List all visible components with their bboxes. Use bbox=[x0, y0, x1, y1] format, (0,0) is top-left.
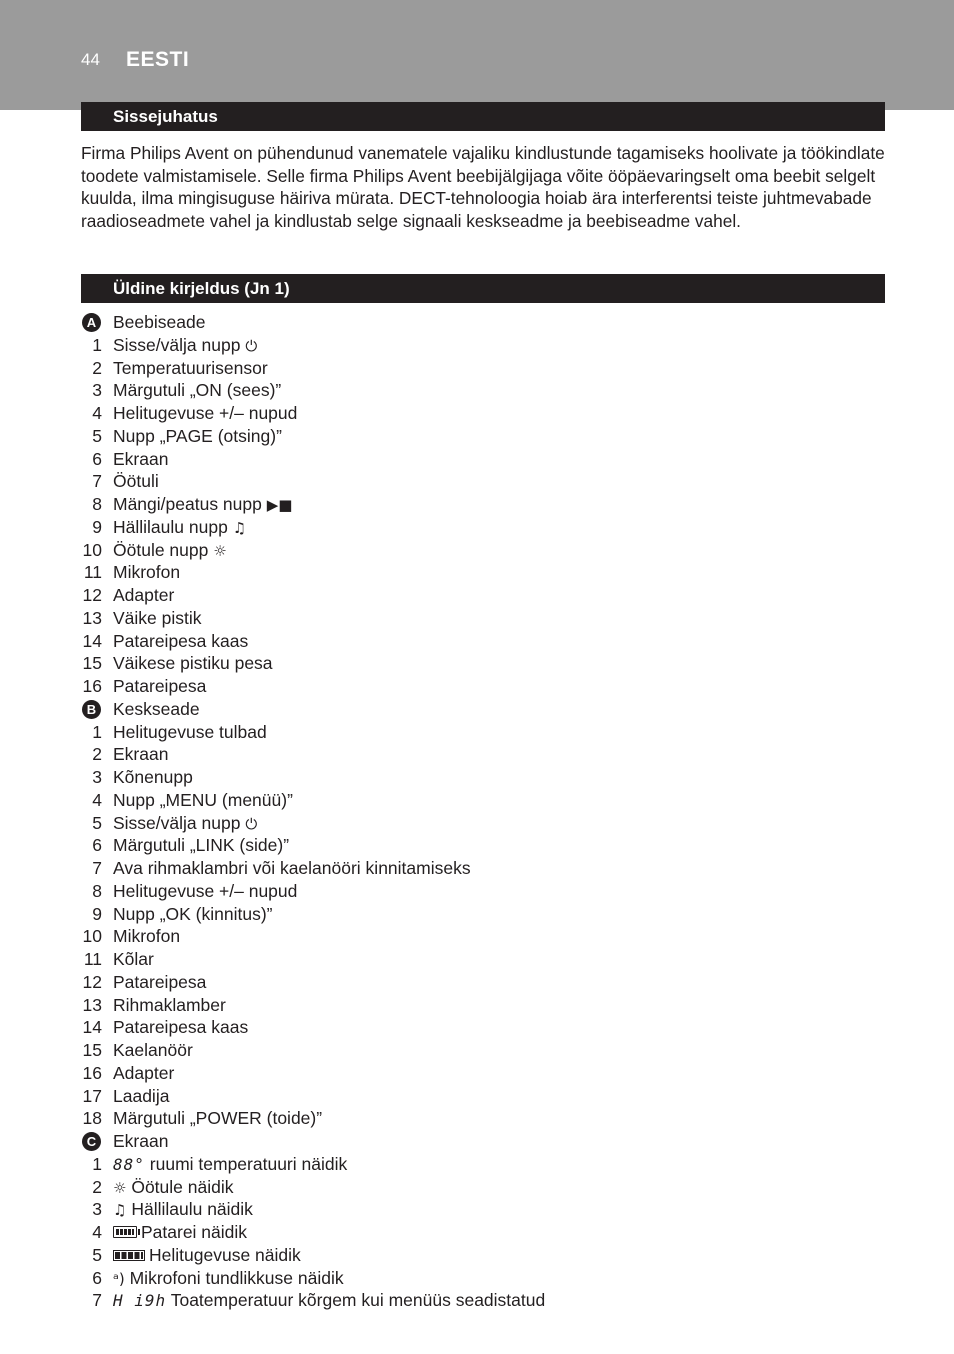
list-item bbox=[81, 493, 887, 516]
group-heading bbox=[81, 698, 887, 721]
group-label: Keskseade bbox=[113, 698, 200, 719]
list-item bbox=[81, 1176, 887, 1199]
group-letter-badge: B bbox=[82, 700, 101, 719]
item-label: Kõnenupp bbox=[113, 767, 193, 787]
lcd-high-icon: H i9h bbox=[113, 1291, 167, 1311]
item-number: 9 bbox=[92, 516, 102, 537]
item-number: 4 bbox=[92, 1222, 102, 1242]
item-number: 9 bbox=[92, 903, 102, 924]
intro-paragraph: Firma Philips Avent on pühendunud vanematele vajaliku kindlustunde tagamiseks hoolivate ja töökindlate toodete valmistamisele. Selle firma Philips Avent beebijälgijaga võite ööpäevaringselt oma beebit selgelt kuulda, ilma mingisuguse häiriva mürata. DECT-tehnoloogia hoiab ära interferentsi teiste juhtmevabade raadioseadmete vahel ja kindlustab selge signaali keskseadme ja beebiseadme vahel. bbox=[81, 143, 885, 231]
list-item bbox=[81, 948, 887, 971]
item-number: 3 bbox=[92, 1199, 102, 1220]
list-item bbox=[81, 857, 887, 880]
item-label: Öötule nupp bbox=[113, 539, 209, 560]
item-number: 6 bbox=[92, 448, 102, 469]
volume-bars-icon bbox=[113, 1250, 145, 1261]
list-item bbox=[81, 903, 887, 926]
list-item bbox=[81, 1267, 887, 1290]
list-item bbox=[81, 402, 887, 425]
item-number: 3 bbox=[92, 380, 102, 401]
item-text bbox=[113, 1176, 233, 1200]
item-text bbox=[113, 903, 273, 926]
list-item bbox=[81, 470, 887, 493]
item-number: 13 bbox=[82, 607, 102, 628]
item-text bbox=[113, 834, 289, 857]
item-text bbox=[113, 1289, 545, 1313]
page-number: 44 bbox=[81, 50, 100, 69]
item-text bbox=[113, 994, 226, 1017]
item-label: Ava rihmaklambri või kaelanööri kinnitamiseks bbox=[113, 858, 471, 878]
item-number: 8 bbox=[92, 494, 102, 514]
list-item bbox=[81, 1221, 887, 1244]
lullaby-icon: ♫ bbox=[113, 1201, 127, 1220]
list-item bbox=[81, 1153, 887, 1176]
item-text bbox=[113, 948, 154, 971]
item-text bbox=[113, 516, 246, 540]
item-text bbox=[113, 857, 471, 880]
item-text bbox=[113, 1062, 174, 1085]
item-label: Kaelanöör bbox=[113, 1040, 193, 1060]
battery-cells bbox=[116, 1229, 134, 1235]
nightlight-icon: ☼ bbox=[213, 541, 227, 560]
item-number: 2 bbox=[92, 744, 102, 765]
list-item bbox=[81, 1289, 887, 1312]
item-number: 1 bbox=[92, 334, 102, 355]
power-icon: ⏻ bbox=[245, 814, 258, 833]
list-item bbox=[81, 630, 887, 653]
item-label: Temperatuurisensor bbox=[113, 357, 268, 378]
play-stop-icon: ▶■ bbox=[266, 496, 293, 514]
list-item bbox=[81, 971, 887, 994]
item-text bbox=[113, 493, 292, 517]
item-number: 7 bbox=[92, 1290, 102, 1311]
item-label: Laadija bbox=[113, 1085, 170, 1106]
item-label: Ekraan bbox=[113, 448, 169, 469]
item-text bbox=[113, 357, 268, 380]
microphone-sensitivity-icon: ᵃ) bbox=[113, 1269, 125, 1288]
item-text bbox=[113, 971, 206, 994]
list-item bbox=[81, 766, 887, 789]
item-label: Mängi/peatus nupp bbox=[113, 494, 262, 514]
item-label: Adapter bbox=[113, 585, 175, 605]
item-text bbox=[113, 1153, 347, 1177]
list-item bbox=[81, 812, 887, 835]
item-label: Kõlar bbox=[113, 949, 154, 969]
item-text bbox=[113, 1244, 301, 1267]
item-number: 1 bbox=[92, 1153, 102, 1174]
item-text bbox=[113, 470, 159, 493]
item-label: Rihmaklamber bbox=[113, 994, 226, 1015]
section-title-overview: Üldine kirjeldus (Jn 1) bbox=[113, 279, 290, 298]
item-number: 10 bbox=[82, 926, 102, 947]
list-item bbox=[81, 1107, 887, 1130]
item-number: 12 bbox=[82, 585, 102, 605]
section-title-intro: Sissejuhatus bbox=[113, 107, 218, 126]
item-number: 7 bbox=[92, 858, 102, 878]
item-number: 11 bbox=[83, 562, 102, 583]
battery-icon bbox=[113, 1226, 137, 1238]
item-number: 2 bbox=[92, 357, 102, 378]
list-item bbox=[81, 379, 887, 402]
item-label: Adapter bbox=[113, 1062, 175, 1083]
item-text bbox=[113, 448, 168, 471]
item-label: Nupp „OK (kinnitus)” bbox=[113, 903, 273, 924]
group-label: Beebiseade bbox=[113, 312, 206, 332]
item-number: 17 bbox=[82, 1085, 102, 1106]
item-label: Väikese pistiku pesa bbox=[113, 653, 273, 674]
section-bar-intro bbox=[81, 102, 885, 131]
list-item bbox=[81, 1198, 887, 1221]
group-label: Ekraan bbox=[113, 1131, 169, 1151]
item-label: Mikrofon bbox=[113, 926, 181, 947]
item-text bbox=[113, 402, 297, 425]
item-label: Patareipesa bbox=[113, 676, 207, 696]
item-number: 2 bbox=[92, 1176, 102, 1197]
item-text bbox=[113, 1107, 322, 1130]
item-number: 14 bbox=[82, 630, 102, 651]
item-label: Märgutuli „ON (sees)” bbox=[113, 380, 282, 401]
language-title: EESTI bbox=[126, 48, 190, 71]
item-label: Mikrofon bbox=[113, 562, 181, 583]
item-label: Hällilaulu nupp bbox=[113, 516, 228, 537]
item-label: Nupp „PAGE (otsing)” bbox=[113, 425, 282, 446]
item-label: Patarei näidik bbox=[141, 1222, 248, 1242]
list-item bbox=[81, 539, 887, 562]
list-item bbox=[81, 607, 887, 630]
item-number: 5 bbox=[92, 1244, 102, 1265]
list-item bbox=[81, 994, 887, 1017]
item-label: Patareipesa bbox=[113, 971, 207, 992]
item-number: 14 bbox=[82, 1017, 102, 1038]
item-number: 3 bbox=[92, 767, 102, 787]
item-number: 1 bbox=[92, 721, 102, 742]
list-item bbox=[81, 721, 887, 744]
item-text bbox=[113, 561, 180, 584]
item-text bbox=[113, 880, 297, 903]
item-text bbox=[113, 675, 206, 698]
item-label: Mikrofoni tundlikkuse näidik bbox=[129, 1267, 344, 1288]
list-item bbox=[81, 675, 887, 698]
item-text bbox=[113, 1221, 247, 1244]
power-icon: ⏻ bbox=[245, 336, 258, 355]
item-number: 10 bbox=[82, 539, 102, 560]
list-item bbox=[81, 1085, 887, 1108]
item-number: 5 bbox=[92, 425, 102, 446]
item-number: 4 bbox=[92, 789, 102, 810]
lullaby-icon: ♫ bbox=[232, 518, 247, 537]
list-item bbox=[81, 652, 887, 675]
item-label: Patareipesa kaas bbox=[113, 1017, 249, 1038]
item-text bbox=[113, 425, 282, 448]
item-number: 18 bbox=[82, 1108, 102, 1129]
item-text bbox=[113, 721, 267, 744]
item-text bbox=[113, 1016, 248, 1039]
item-label: ruumi temperatuuri näidik bbox=[149, 1153, 348, 1174]
item-text bbox=[113, 1085, 169, 1108]
list-item bbox=[81, 789, 887, 812]
group-letter-badge: C bbox=[82, 1132, 101, 1151]
item-text bbox=[113, 1039, 193, 1062]
item-label: Märgutuli „LINK (side)” bbox=[113, 835, 290, 856]
list-item bbox=[81, 584, 887, 607]
item-text bbox=[113, 630, 248, 653]
parts-list bbox=[81, 311, 887, 1312]
item-label: Sisse/välja nupp bbox=[113, 334, 241, 355]
item-label: Helitugevuse +/– nupud bbox=[113, 403, 298, 423]
item-number: 16 bbox=[82, 676, 102, 696]
item-number: 7 bbox=[92, 471, 102, 492]
item-label: Öötule näidik bbox=[131, 1176, 234, 1197]
list-item bbox=[81, 743, 887, 766]
item-number: 8 bbox=[92, 880, 102, 901]
nightlight-icon: ☼ bbox=[113, 1178, 127, 1197]
lcd-temperature-icon: 88° bbox=[113, 1154, 145, 1174]
list-item bbox=[81, 448, 887, 471]
list-item bbox=[81, 1016, 887, 1039]
item-label: Hällilaulu näidik bbox=[131, 1199, 253, 1220]
list-item bbox=[81, 357, 887, 380]
item-label: Patareipesa kaas bbox=[113, 630, 249, 651]
item-number: 15 bbox=[82, 653, 102, 674]
section-bar-overview bbox=[81, 274, 885, 303]
item-number: 6 bbox=[92, 1267, 102, 1288]
item-label: Helitugevuse +/– nupud bbox=[113, 880, 298, 901]
list-item bbox=[81, 1244, 887, 1267]
item-label: Sisse/välja nupp bbox=[113, 812, 241, 833]
item-number: 12 bbox=[82, 971, 102, 992]
volume-cells bbox=[115, 1252, 143, 1259]
list-item bbox=[81, 1039, 887, 1062]
group-letter-badge: A bbox=[82, 313, 101, 332]
item-number: 11 bbox=[83, 949, 102, 969]
item-text bbox=[113, 652, 273, 675]
item-label: Helitugevuse näidik bbox=[149, 1244, 301, 1265]
item-text bbox=[113, 607, 202, 630]
item-number: 13 bbox=[82, 994, 102, 1015]
item-number: 15 bbox=[82, 1040, 102, 1060]
item-text bbox=[113, 379, 281, 402]
list-item bbox=[81, 925, 887, 948]
item-label: Helitugevuse tulbad bbox=[113, 721, 267, 742]
item-label: Toatemperatuur kõrgem kui menüüs seadistatud bbox=[170, 1290, 546, 1311]
item-text bbox=[113, 812, 257, 836]
group-heading bbox=[81, 1130, 887, 1153]
list-item bbox=[81, 425, 887, 448]
item-text bbox=[113, 925, 180, 948]
item-label: Ekraan bbox=[113, 744, 169, 765]
item-text bbox=[113, 539, 227, 563]
item-text bbox=[113, 743, 168, 766]
item-text bbox=[113, 1267, 344, 1291]
item-number: 16 bbox=[82, 1062, 102, 1083]
item-number: 6 bbox=[92, 835, 102, 856]
item-label: Öötuli bbox=[113, 471, 159, 492]
item-text bbox=[113, 1198, 253, 1222]
list-item bbox=[81, 834, 887, 857]
item-label: Väike pistik bbox=[113, 607, 202, 628]
list-item bbox=[81, 516, 887, 539]
item-text bbox=[113, 584, 174, 607]
item-number: 5 bbox=[92, 812, 102, 833]
group-heading bbox=[81, 311, 887, 334]
item-text bbox=[113, 334, 257, 358]
item-number: 4 bbox=[92, 403, 102, 423]
list-item bbox=[81, 561, 887, 584]
item-text bbox=[113, 789, 293, 812]
item-text bbox=[113, 766, 193, 789]
list-item bbox=[81, 880, 887, 903]
item-label: Nupp „MENU (menüü)” bbox=[113, 789, 293, 810]
item-label: Märgutuli „POWER (toide)” bbox=[113, 1108, 323, 1129]
list-item bbox=[81, 334, 887, 357]
list-item bbox=[81, 1062, 887, 1085]
